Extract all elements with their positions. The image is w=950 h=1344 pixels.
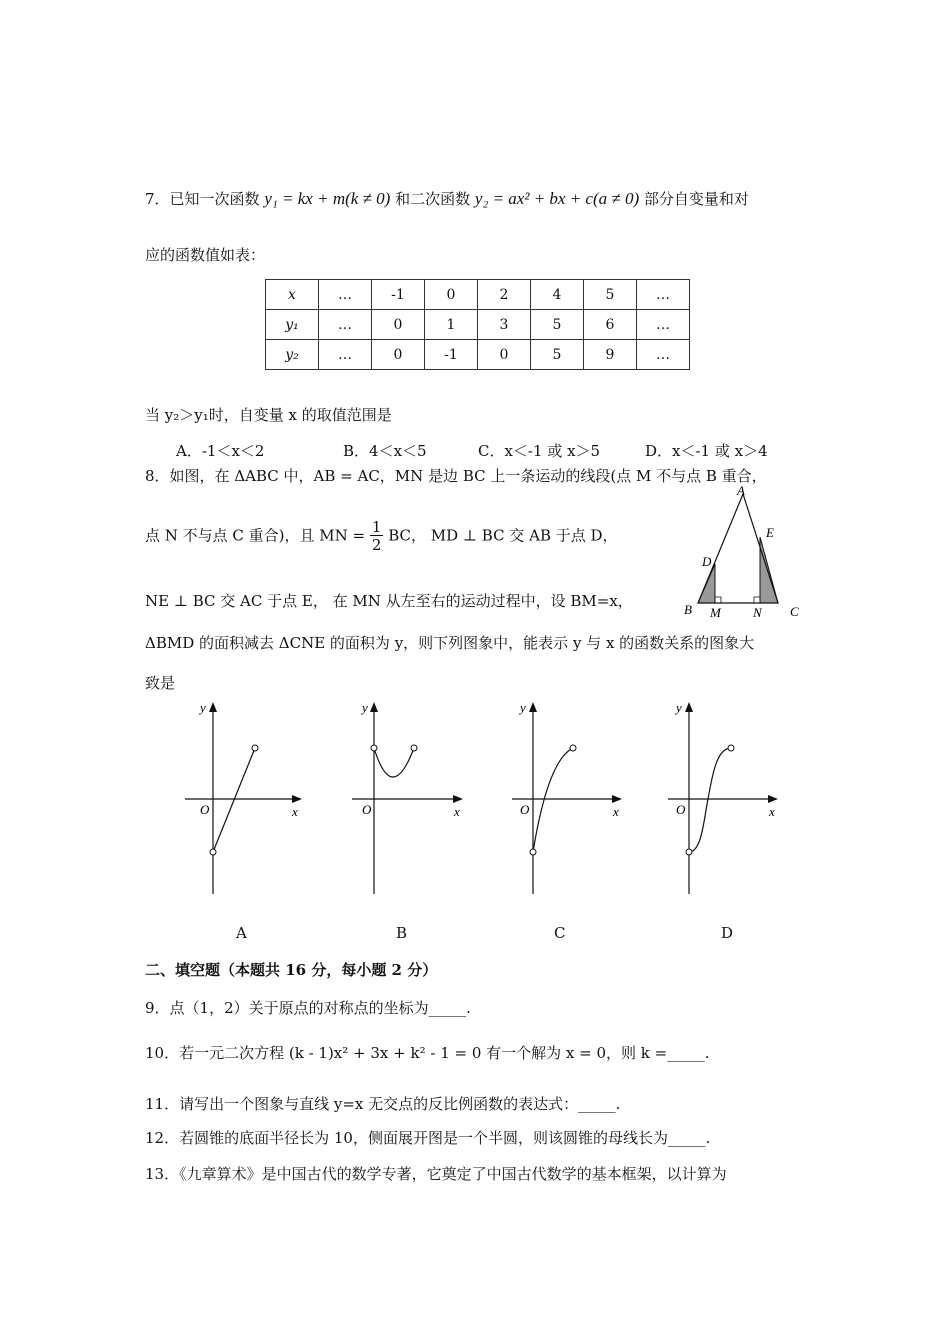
y-axis-label: y <box>676 700 682 715</box>
q7-linear-function: y₁ = kx + m(k ≠ 0) <box>264 189 391 208</box>
origin-label: O <box>676 802 686 817</box>
table-cell: 0 <box>372 340 425 370</box>
question-9: 9．点（1，2）关于原点的对称点的坐标为_____. <box>145 999 471 1017</box>
label-c: C <box>790 604 799 619</box>
label-b: B <box>684 602 692 617</box>
graph-a-label: A <box>236 924 247 942</box>
q8-line2-b: BC， MD ⊥ BC 交 AB 于点 D， <box>388 526 618 545</box>
right-angle-mark-n <box>754 597 760 603</box>
graph-d <box>656 698 786 898</box>
graph-c <box>500 698 630 898</box>
table-cell: … <box>637 310 690 340</box>
table-cell: 9 <box>584 340 637 370</box>
graph-curve <box>213 748 255 852</box>
q7-mid: 和二次函数 <box>395 190 471 208</box>
table-cell: 4 <box>531 280 584 310</box>
q7-line2: 应的函数值如表： <box>145 246 266 264</box>
table-cell: -1 <box>372 280 425 310</box>
q7-value-table <box>265 279 690 370</box>
table-row <box>266 340 690 370</box>
table-cell: … <box>319 310 372 340</box>
open-endpoint <box>252 745 258 751</box>
x-axis-arrow-icon <box>453 795 463 803</box>
x-axis-label: x <box>613 804 619 819</box>
fraction-denominator: 2 <box>371 536 382 554</box>
one-half-fraction <box>370 520 384 553</box>
graph-d-label: D <box>721 924 734 942</box>
table-cell: 6 <box>584 310 637 340</box>
graph-b <box>340 698 470 898</box>
table-cell: 5 <box>584 280 637 310</box>
origin-label: O <box>200 802 210 817</box>
table-cell: 5 <box>531 310 584 340</box>
table-cell: … <box>637 280 690 310</box>
table-row <box>266 280 690 310</box>
q7-option-c: C．x＜-1 或 x＞5 <box>478 442 601 460</box>
table-row <box>266 310 690 340</box>
open-endpoint <box>570 745 576 751</box>
open-endpoint <box>411 745 417 751</box>
q7-line1 <box>145 188 749 209</box>
label-e: E <box>766 525 774 540</box>
question-13: 13．《九章算术》是中国古代的数学专著，它奠定了中国古代数学的基本框架，以计算为 <box>145 1165 727 1183</box>
table-cell: 2 <box>478 280 531 310</box>
label-m: M <box>710 605 721 620</box>
table-cell: y₂ <box>266 340 319 370</box>
section-heading: 二、填空题（本题共 16 分，每小题 2 分） <box>145 961 438 979</box>
graph-a <box>180 698 310 898</box>
q7-prefix: 7．已知一次函数 <box>145 190 260 208</box>
table-cell: 0 <box>372 310 425 340</box>
table-cell: x <box>266 280 319 310</box>
origin-label: O <box>362 802 372 817</box>
x-axis-label: x <box>454 804 460 819</box>
triangle-figure <box>680 484 810 624</box>
graph-curve <box>374 748 414 777</box>
question-11: 11．请写出一个图象与直线 y=x 无交点的反比例函数的表达式：_____. <box>145 1095 621 1113</box>
graph-curve <box>689 748 731 852</box>
label-d: D <box>702 554 712 569</box>
q8-line2-a: 点 N 不与点 C 重合)，且 MN = <box>145 526 366 545</box>
q7-question: 当 y₂＞y₁时，自变量 x 的取值范围是 <box>145 406 392 424</box>
table-cell: 0 <box>425 280 478 310</box>
table-cell: y₁ <box>266 310 319 340</box>
y-axis-arrow-icon <box>529 702 537 712</box>
q8-line4: ΔBMD 的面积减去 ΔCNE 的面积为 y，则下列图象中，能表示 y 与 x 的函数关系的图象大 <box>145 634 755 652</box>
graph-curve <box>533 748 573 852</box>
label-n: N <box>753 605 762 620</box>
table-cell: … <box>637 340 690 370</box>
y-axis-arrow-icon <box>209 702 217 712</box>
table-cell: 1 <box>425 310 478 340</box>
y-axis-arrow-icon <box>685 702 693 712</box>
open-endpoint <box>530 849 536 855</box>
q8-line2 <box>145 520 618 553</box>
q7-quadratic-function: y₂ = ax² + bx + c(a ≠ 0) <box>474 189 640 208</box>
table-cell: … <box>319 280 372 310</box>
q7-suffix: 部分自变量和对 <box>643 190 749 208</box>
q7-option-d: D．x＜-1 或 x＞4 <box>645 442 768 460</box>
x-axis-arrow-icon <box>292 795 302 803</box>
y-axis-label: y <box>200 700 206 715</box>
table-cell: … <box>319 340 372 370</box>
y-axis-label: y <box>362 700 368 715</box>
graph-c-label: C <box>554 924 566 942</box>
q7-option-a: A．-1＜x＜2 <box>176 442 265 460</box>
q8-line3: NE ⊥ BC 交 AC 于点 E， 在 MN 从左至右的运动过程中，设 BM=x， <box>145 592 633 610</box>
y-axis-label: y <box>520 700 526 715</box>
open-endpoint <box>686 849 692 855</box>
x-axis-label: x <box>769 804 775 819</box>
q8-line5: 致是 <box>145 674 176 692</box>
question-12: 12．若圆锥的底面半径长为 10，侧面展开图是一个半圆，则该圆锥的母线长为_____. <box>145 1129 711 1147</box>
graph-b-label: B <box>396 924 408 942</box>
open-endpoint <box>728 745 734 751</box>
question-10: 10．若一元二次方程 (k - 1)x² + 3x + k² - 1 = 0 有一个解为 x = 0，则 k =_____. <box>145 1044 710 1062</box>
x-axis-arrow-icon <box>768 795 778 803</box>
table-cell: 3 <box>478 310 531 340</box>
y-axis-arrow-icon <box>370 702 378 712</box>
open-endpoint <box>210 849 216 855</box>
q7-option-b: B．4＜x＜5 <box>343 442 427 460</box>
fraction-numerator: 1 <box>371 518 382 536</box>
x-axis-arrow-icon <box>612 795 622 803</box>
right-angle-mark-m <box>715 597 721 603</box>
open-endpoint <box>371 745 377 751</box>
table-cell: -1 <box>425 340 478 370</box>
table-cell: 0 <box>478 340 531 370</box>
x-axis-label: x <box>292 804 298 819</box>
label-a: A <box>737 484 745 498</box>
origin-label: O <box>520 802 530 817</box>
table-cell: 5 <box>531 340 584 370</box>
q8-line1: 8．如图，在 ΔABC 中，AB = AC，MN 是边 BC 上一条运动的线段(点 M 不与点 B 重合， <box>145 467 767 485</box>
